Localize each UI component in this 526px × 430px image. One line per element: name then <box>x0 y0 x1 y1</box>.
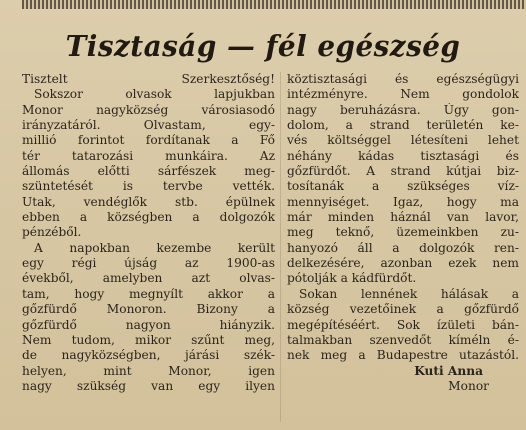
text-line: irányzatáról. Olvastam, egy- <box>22 118 275 133</box>
text-line: pótolják a kádfürdőt. <box>287 271 417 286</box>
text-line: delkezésére, azonban ezek nem <box>287 256 519 271</box>
text-line: ebben a községben a dolgozók <box>22 210 275 225</box>
text-line: pénzéből. <box>22 225 82 240</box>
text-line: helyen, mint Monor, igen <box>22 363 275 378</box>
text-line: megépítéséért. Sok ízületi bán- <box>287 317 519 332</box>
text-line: millió forintot fordítanak a Fő <box>22 133 275 148</box>
text-line: néhány kádas tisztasági és <box>287 148 519 163</box>
column-divider <box>280 72 281 422</box>
text-line: évekből, amelyben azt olvas- <box>22 271 275 286</box>
text-line: Sokszor olvasok lapjukban <box>34 87 275 102</box>
text-line: mennyiséget. Igaz, hogy ma <box>287 194 519 209</box>
right-column <box>287 72 519 394</box>
text-line: Sokan lennének hálásak a <box>299 286 519 301</box>
text-line: tosítanák a szükséges víz- <box>287 179 519 194</box>
text-line: már minden háznál van lavor, <box>287 210 519 225</box>
text-line: vés költséggel létesíteni lehet <box>287 133 519 148</box>
signature-name: Kuti Anna <box>414 363 483 378</box>
signature-town: Monor <box>448 378 489 393</box>
text-line: szüntetését is tervbe vették. <box>22 179 275 194</box>
text-line: de nagyközségben, járási szék- <box>22 348 275 363</box>
text-line: talmakban szenvedőt kíméln é- <box>287 332 519 347</box>
left-column <box>22 72 275 394</box>
text-line: nek meg a Budapestre utazástól. <box>287 348 519 363</box>
text-line: gőzfürdő nagyon hiányzik. <box>22 317 275 332</box>
text-line: község vezetőinek a gőzfürdő <box>287 302 519 317</box>
text-line: egy régi újság az 1900-as <box>22 256 275 271</box>
text-line: intézményre. Nem gondolok <box>287 87 519 102</box>
text-line: tam, hogy megnyílt akkor a <box>22 286 275 301</box>
text-line: A napokban kezembe került <box>34 240 275 255</box>
text-line: Utak, vendéglők stb. épülnek <box>22 194 275 209</box>
text-line: Monor nagyközség városiasodó <box>22 102 275 117</box>
text-line: állomás előtti sárfészek meg- <box>22 164 275 179</box>
text-line: tér tatarozási munkáira. Az <box>22 148 275 163</box>
text-line: nagy szükség van egy ilyen <box>22 378 275 393</box>
text-line: nagy beruházásra. Úgy gon- <box>287 102 519 117</box>
text-line: gőzfürdőt. A strand kútjai biz- <box>287 164 519 179</box>
text-line: dolom, a strand területén ke- <box>287 118 519 133</box>
top-decorative-rule <box>22 0 526 9</box>
article-headline: Tisztaság — fél egészség <box>65 29 461 63</box>
text-line: hanyozó áll a dolgozók ren- <box>287 240 519 255</box>
text-line: köztisztasági és egészségügyi <box>287 72 519 86</box>
text-line: Nem tudom, mikor szűnt meg, <box>22 332 275 347</box>
text-line: meg teknő, üzemeinkben zu- <box>287 225 519 240</box>
text-line: Tisztelt Szerkesztőség! <box>22 72 275 86</box>
text-line: gőzfürdő Monoron. Bizony a <box>22 302 275 317</box>
